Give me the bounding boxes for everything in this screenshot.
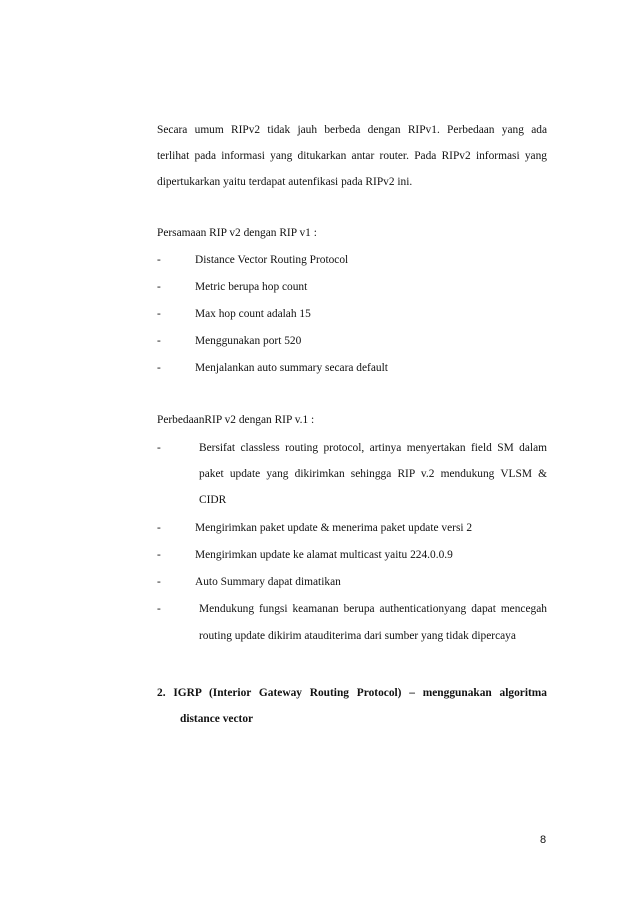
similarities-item-2: Metric berupa hop count [195, 281, 308, 293]
intro-line-3: dipertukarkan yaitu terdapat autenfikasi pada RIPv2 ini. [157, 176, 413, 188]
differences-item-5-line-1: Mendukung fungsi keamanan berupa authenticationyang dapat mencegah [199, 603, 547, 615]
differences-item-2: Mengirimkan paket update & menerima paket update versi 2 [195, 522, 473, 534]
differences-item-5-line-2: routing update dikirim atauditerima dari sumber yang tidak dipercaya [199, 630, 516, 642]
similarities-item-1: Distance Vector Routing Protocol [195, 254, 349, 266]
list-bullet: - [157, 308, 161, 320]
page-number: 8 [540, 834, 547, 846]
list-bullet: - [157, 335, 161, 347]
similarities-item-5: Menjalankan auto summary secara default [195, 362, 388, 374]
list-bullet: - [157, 549, 161, 561]
differences-item-1-line-1: Bersifat classless routing protocol, artinya menyertakan field SM dalam [199, 442, 547, 454]
differences-item-4: Auto Summary dapat dimatikan [195, 576, 341, 588]
differences-item-1-line-3: CIDR [199, 494, 227, 506]
section-2-heading-line-2: distance vector [180, 713, 254, 725]
list-bullet: - [157, 281, 161, 293]
list-bullet: - [157, 254, 161, 266]
similarities-item-3: Max hop count adalah 15 [195, 308, 311, 320]
list-bullet: - [157, 362, 161, 374]
list-bullet: - [157, 442, 161, 454]
similarities-title: Persamaan RIP v2 dengan RIP v1 : [157, 227, 317, 239]
list-bullet: - [157, 522, 161, 534]
intro-line-2: terlihat pada informasi yang ditukarkan antar router. Pada RIPv2 informasi yang [157, 150, 547, 162]
section-2-heading-line-1: 2. IGRP (Interior Gateway Routing Protocol) – menggunakan algoritma [157, 687, 547, 699]
differences-title: PerbedaanRIP v2 dengan RIP v.1 : [157, 414, 315, 426]
list-bullet: - [157, 576, 161, 588]
intro-line-1: Secara umum RIPv2 tidak jauh berbeda dengan RIPv1. Perbedaan yang ada [157, 124, 547, 136]
differences-item-3: Mengirimkan update ke alamat multicast yaitu 224.0.0.9 [195, 549, 453, 561]
list-bullet: - [157, 603, 161, 615]
similarities-item-4: Menggunakan port 520 [195, 335, 302, 347]
differences-item-1-line-2: paket update yang dikirimkan sehingga RIP v.2 mendukung VLSM & [199, 468, 547, 480]
